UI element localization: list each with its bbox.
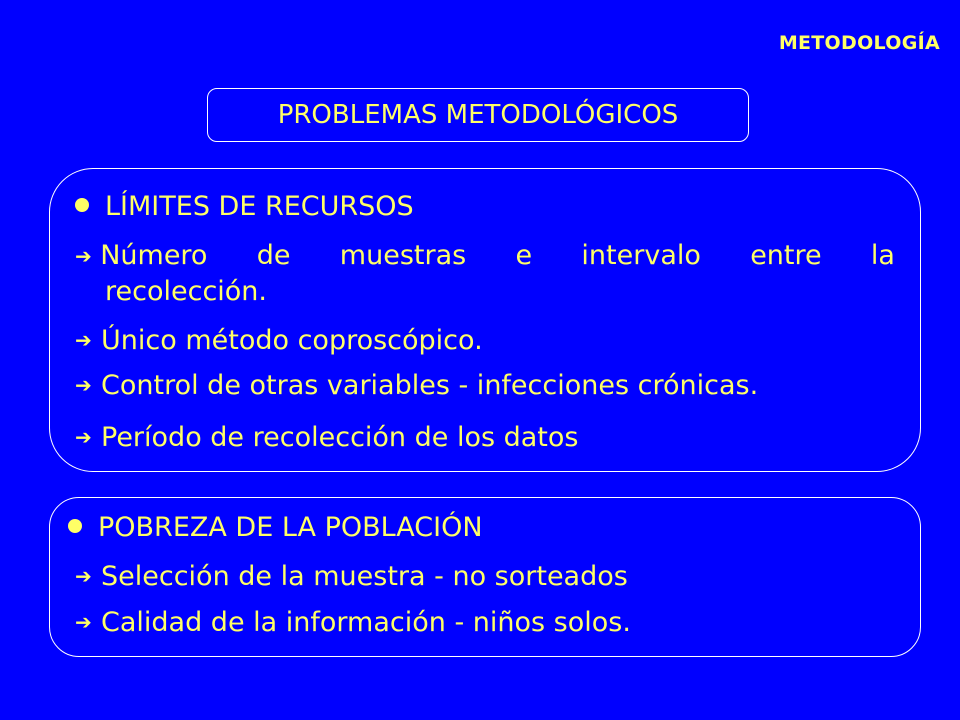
resources-item-2	[75, 322, 483, 359]
bullet-dot-icon	[75, 198, 89, 212]
word: muestras	[339, 240, 467, 271]
word: Número	[100, 240, 208, 271]
word: de	[256, 240, 291, 271]
arrow-right-icon: ➔	[75, 328, 92, 352]
word: la	[870, 240, 895, 271]
poverty-heading	[68, 510, 483, 546]
arrow-right-icon: ➔	[75, 244, 92, 268]
resources-item-1	[75, 238, 895, 310]
arrow-right-icon: ➔	[75, 610, 92, 634]
arrow-right-icon: ➔	[75, 425, 92, 449]
poverty-item-1-text: Selección de la muestra - no sorteados	[101, 561, 628, 592]
arrow-right-icon: ➔	[75, 564, 92, 588]
bullet-dot-icon	[68, 519, 82, 533]
resources-item-2-text: Único método coproscópico.	[101, 325, 483, 356]
resources-item-3	[75, 367, 758, 404]
poverty-item-1	[75, 558, 628, 595]
resources-item-4	[75, 419, 578, 456]
resources-item-1-words	[100, 238, 895, 274]
resources-heading	[75, 189, 414, 225]
poverty-item-2	[75, 604, 631, 641]
resources-heading-text: LÍMITES DE RECURSOS	[105, 191, 414, 222]
word: intervalo	[581, 240, 701, 271]
resources-item-4-text: Período de recolección de los datos	[101, 422, 579, 453]
slide-title: PROBLEMAS METODOLÓGICOS	[277, 100, 679, 130]
title-box	[207, 88, 749, 142]
section-label: METODOLOGÍA	[778, 32, 940, 54]
word: e	[515, 240, 533, 271]
resources-item-1-continuation: recolección.	[105, 276, 267, 307]
resources-item-3-text: Control de otras variables - infecciones crónicas.	[101, 370, 759, 401]
poverty-heading-text: POBREZA DE LA POBLACIÓN	[98, 512, 483, 543]
word: entre	[750, 240, 822, 271]
poverty-item-2-text: Calidad de la información - niños solos.	[101, 607, 631, 638]
arrow-right-icon: ➔	[75, 373, 92, 397]
